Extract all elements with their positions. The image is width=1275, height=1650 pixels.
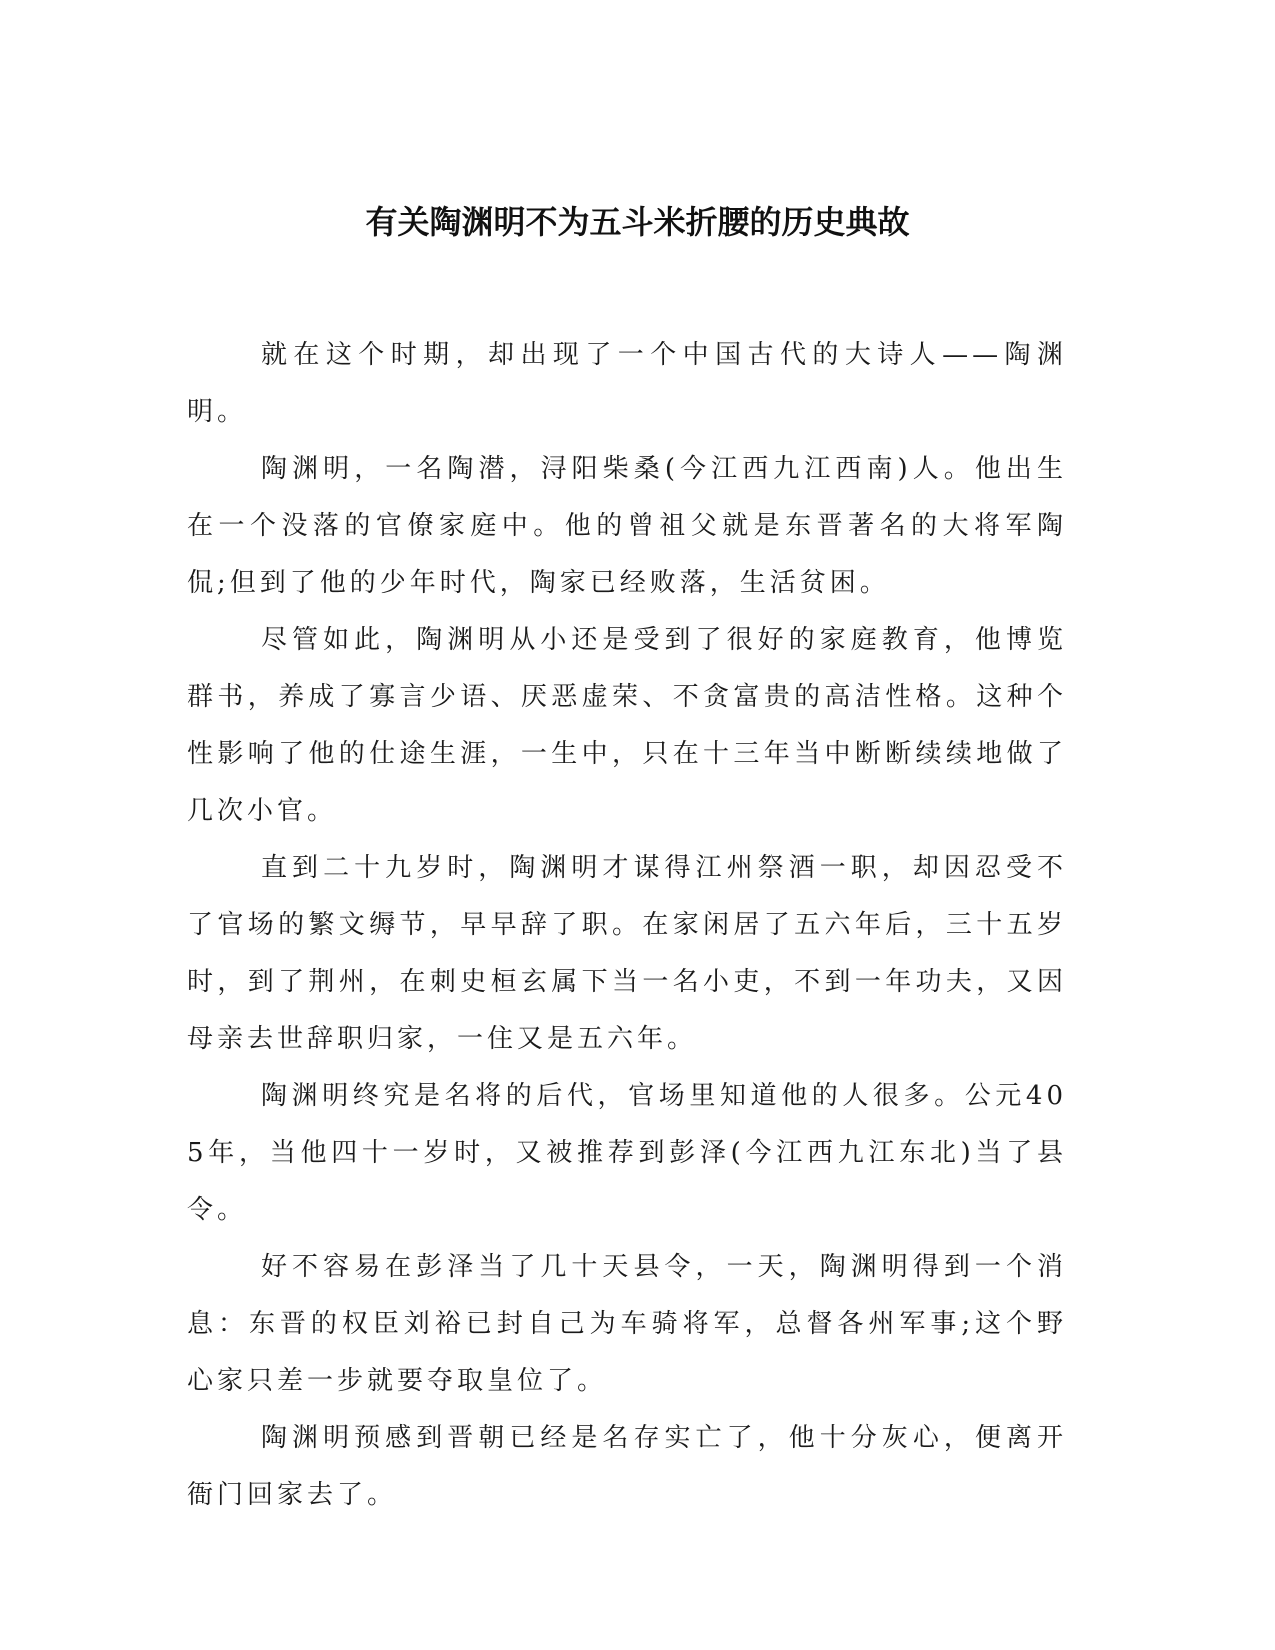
document-title: 有关陶渊明不为五斗米折腰的历史典故 xyxy=(365,203,910,241)
document-body xyxy=(187,327,1067,1524)
paragraph: 陶渊明，一名陶潜，浔阳柴桑(今江西九江西南)人。他出生在一个没落的官僚家庭中。他的曾祖父就是东晋著名的大将军陶侃;但到了他的少年时代，陶家已经败落，生活贫困。 xyxy=(187,454,1067,598)
paragraph: 尽管如此，陶渊明从小还是受到了很好的家庭教育，他博览群书，养成了寡言少语、厌恶虚荣、不贪富贵的高洁性格。这种个性影响了他的仕途生涯，一生中，只在十三年当中断断续续地做了几次小官。 xyxy=(187,625,1067,826)
paragraph: 陶渊明预感到晋朝已经是名存实亡了，他十分灰心，便离开衙门回家去了。 xyxy=(187,1423,1067,1510)
paragraph: 直到二十九岁时，陶渊明才谋得江州祭酒一职，却因忍受不了官场的繁文缛节，早早辞了职。在家闲居了五六年后，三十五岁时，到了荆州，在刺史桓玄属下当一名小吏，不到一年功夫，又因母亲去世辞职归家，一住又是五六年。 xyxy=(187,853,1067,1054)
paragraph: 就在这个时期，却出现了一个中国古代的大诗人——陶渊明。 xyxy=(187,340,1067,427)
paragraph: 好不容易在彭泽当了几十天县令，一天，陶渊明得到一个消息：东晋的权臣刘裕已封自己为车骑将军，总督各州军事;这个野心家只差一步就要夺取皇位了。 xyxy=(187,1252,1067,1396)
paragraph: 陶渊明终究是名将的后代，官场里知道他的人很多。公元405年，当他四十一岁时，又被推荐到彭泽(今江西九江东北)当了县令。 xyxy=(187,1081,1067,1225)
